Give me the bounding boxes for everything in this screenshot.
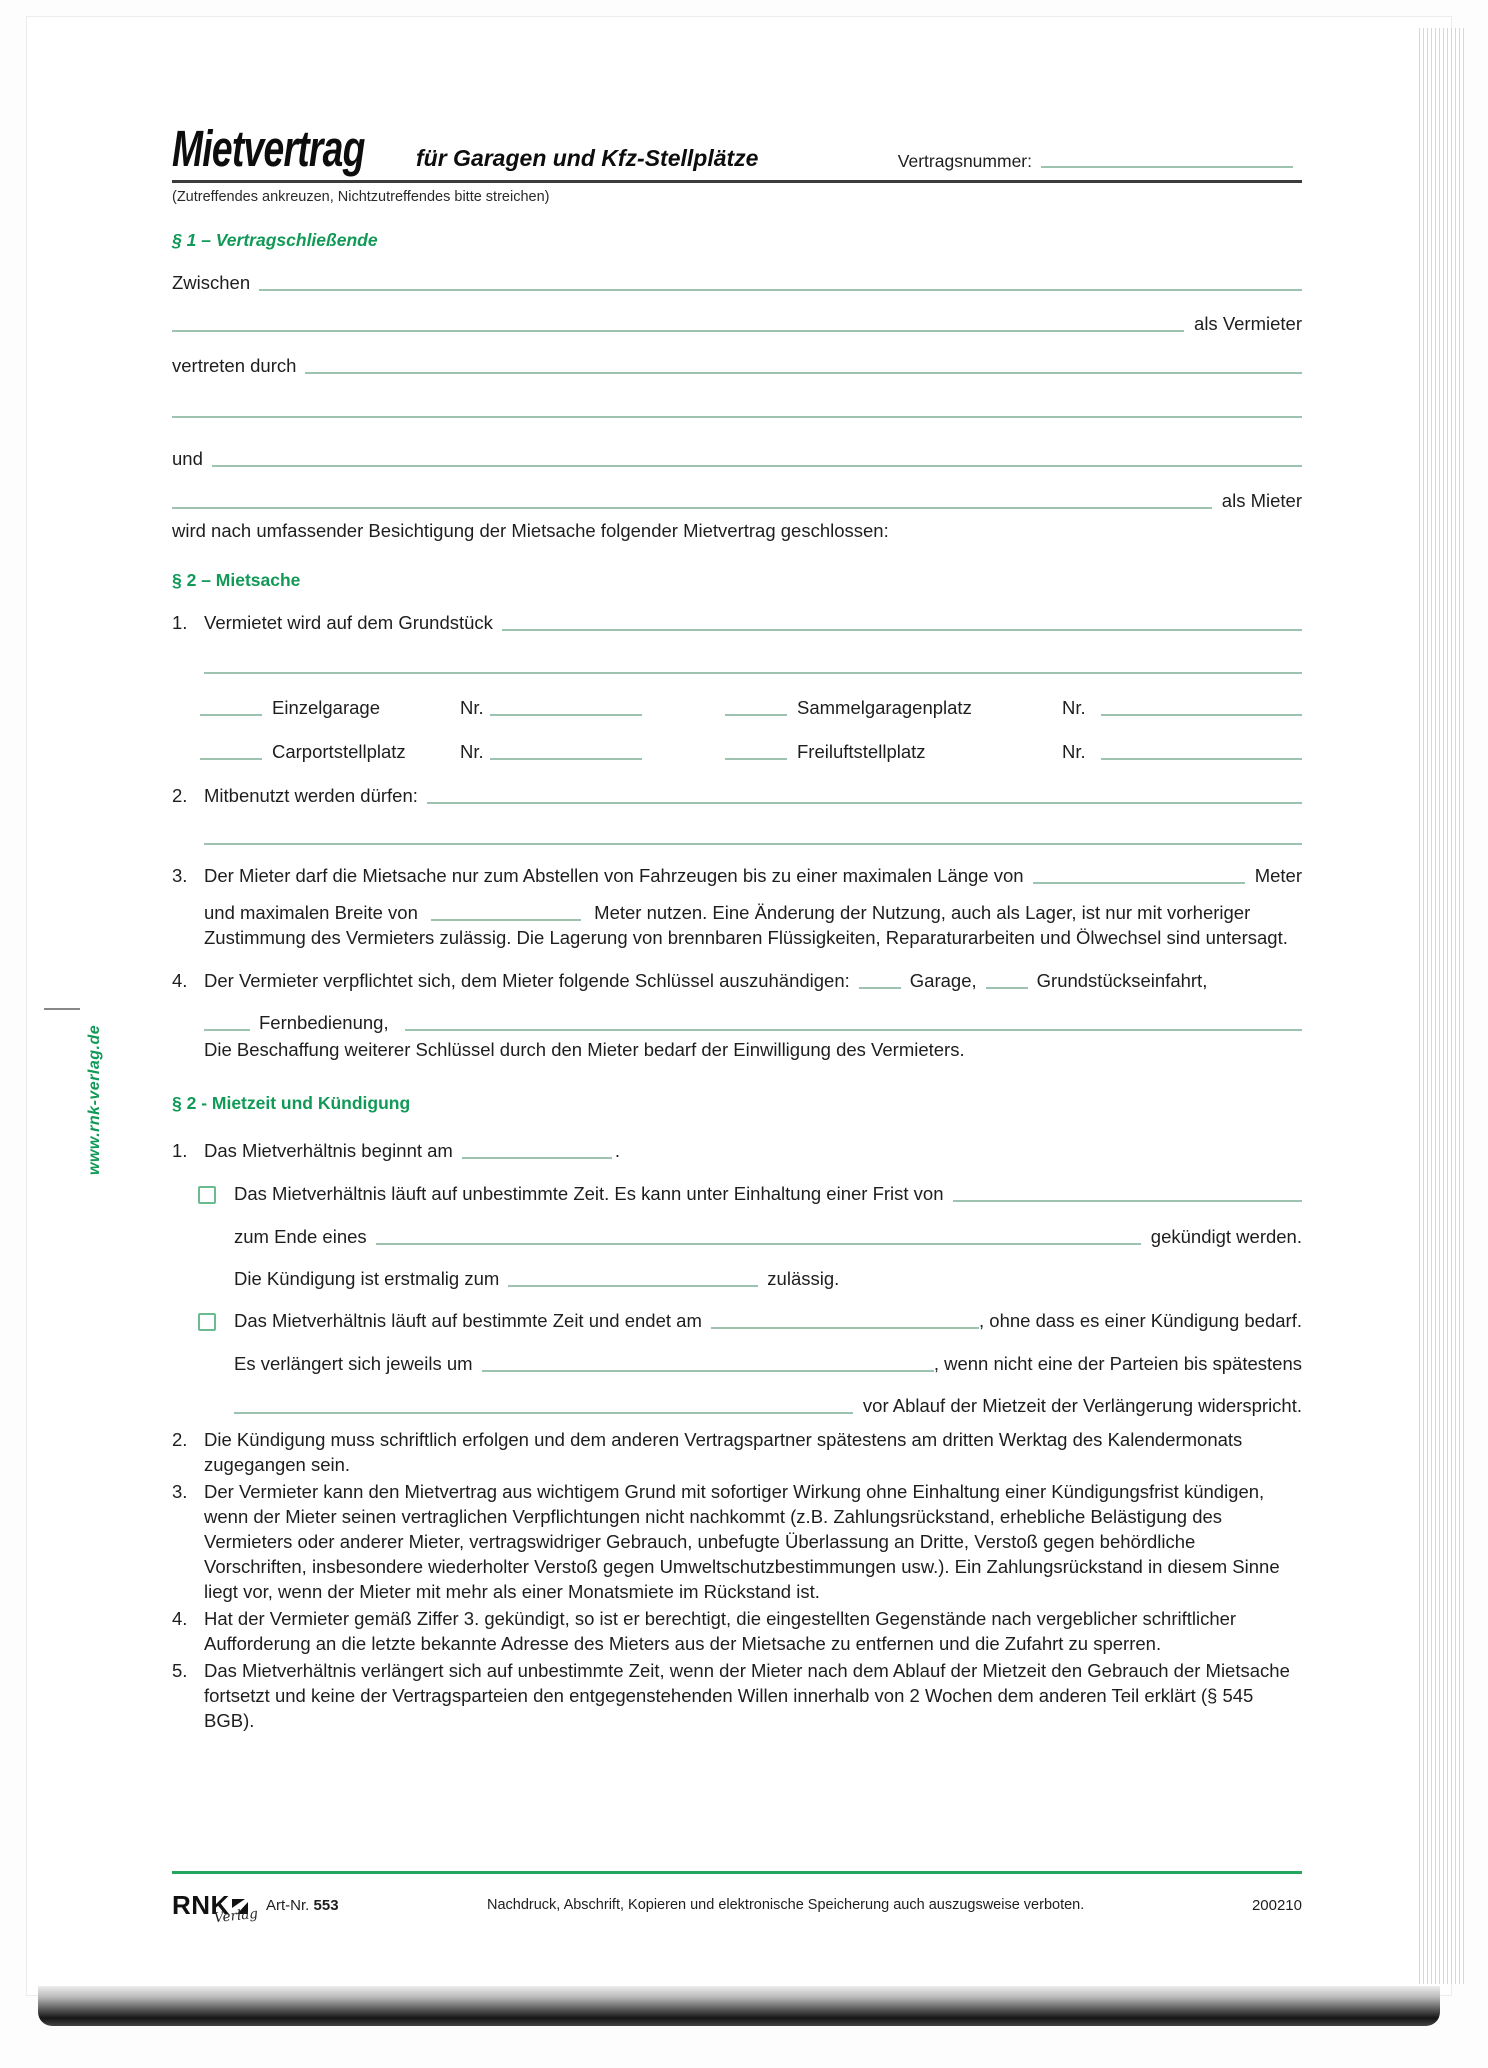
continuation-text: Das Mietverhältnis verlängert sich auf unbestimmte Zeit, wenn der Mieter nach dem Ablauf der Mietzeit den Gebrauch der Mietsache fortsetzt und keine der Vertragsparteien den entgegenstehenden Willen innerhalb von 2 Wochen dem anderen Teil erklärt (§ 545 BGB). bbox=[204, 1660, 1290, 1731]
instruction-note: (Zutreffendes ankreuzen, Nichtzutreffendes bitte streichen) bbox=[172, 189, 550, 205]
max-length-field[interactable] bbox=[1033, 882, 1245, 884]
representative-field[interactable] bbox=[305, 372, 1302, 374]
remote-label: Fernbedienung, bbox=[259, 1012, 389, 1033]
contract-number-group bbox=[898, 151, 1302, 172]
vehicle-width-post: Meter nutzen. Eine Änderung der Nutzung, auch als Lager, ist nur mit vorheriger Zustimmung des Vermieters zulässig. Die Lagerung von brennbaren Flüssigkeiten, Reparaturarbeiten und Ölwechsel sind untersagt. bbox=[204, 902, 1288, 948]
contract-number-field[interactable] bbox=[1041, 166, 1293, 168]
max-width-field[interactable] bbox=[431, 901, 581, 922]
garage-options-row-2 bbox=[200, 737, 1302, 764]
article-number-value: 553 bbox=[313, 1897, 339, 1914]
freiluft-mark-field[interactable] bbox=[725, 758, 787, 760]
represented-by-label: vertreten durch bbox=[172, 355, 297, 376]
shared-use-field-2[interactable] bbox=[204, 843, 1302, 845]
carport-nr-label: Nr. bbox=[460, 741, 484, 762]
tenant-row-2 bbox=[172, 486, 1302, 513]
keys-item bbox=[172, 966, 1302, 1062]
einzelgarage-nr-field[interactable] bbox=[490, 714, 642, 716]
fixed-term-post: , ohne dass es einer Kündigung bedarf. bbox=[979, 1310, 1302, 1331]
copyright-notice: Nachdruck, Abschrift, Kopieren und elektronische Speicherung auch auszugsweise verboten. bbox=[487, 1897, 1085, 1913]
objection-row bbox=[234, 1391, 1302, 1418]
vehicle-size-item bbox=[172, 861, 1302, 950]
tenant-suffix: als Mieter bbox=[1221, 490, 1302, 511]
carport-mark-field[interactable] bbox=[200, 758, 262, 760]
carport-label: Carportstellplatz bbox=[272, 741, 406, 762]
unlimited-term-row bbox=[172, 1179, 1302, 1206]
form-revision-code: 200210 bbox=[1251, 1897, 1302, 1914]
extraordinary-termination-text: Der Vermieter kann den Mietvertrag aus wichtigem Grund mit sofortiger Wirkung ohne Einhaltung einer Kündigungsfrist kündigen, wenn der Mieter seinen vertraglichen Verpflichtungen nicht nachkommt (z.B. Zahlungsrückstand, erhebliche Belästigung des Vermieters oder anderer Mieter, vertragswidriger Gebrauch, unbefugte Überlassung an Dritte, Verstoß gegen behördliche Vorschriften, insbesondere wiederholter Verstoß gegen Umweltschutzbestimmungen usw.). Ein Zahlungsrückstand in diesem Sinne liegt vor, wenn der Mieter mit mehr als einer Monatsmiete im Rückstand ist. bbox=[204, 1481, 1280, 1602]
termination-form-item bbox=[172, 1427, 1302, 1477]
removal-text: Hat der Vermieter gemäß Ziffer 3. gekündigt, so ist er berechtigt, die eingestellten Gegenstände nach vergeblicher schriftlicher Aufforderung an die letzte bekannte Adresse des Mieters aus der Mietsache zu entfernen und die Zufahrt zu sperren. bbox=[204, 1608, 1237, 1654]
footer bbox=[172, 1890, 1302, 1930]
item-number: 1. bbox=[172, 612, 188, 633]
shared-use-field-1[interactable] bbox=[427, 802, 1302, 804]
freiluft-label: Freiluftstellplatz bbox=[797, 741, 926, 762]
rented-property-label: Vermietet wird auf dem Grundstück bbox=[204, 612, 493, 633]
section2-heading: § 2 – Mietsache bbox=[172, 570, 301, 590]
garage-key-count-field[interactable] bbox=[859, 987, 901, 989]
tenant-address-field[interactable] bbox=[172, 507, 1212, 509]
gate-key-label: Grundstückseinfahrt, bbox=[1036, 970, 1208, 991]
rnk-verlag-script: Verlag bbox=[213, 1905, 259, 1927]
extension-period-field[interactable] bbox=[482, 1370, 934, 1372]
property-field-2[interactable] bbox=[204, 672, 1302, 674]
publisher-logo bbox=[172, 1890, 272, 1927]
start-date-label: Das Mietverhältnis beginnt am bbox=[204, 1140, 453, 1161]
section1-heading: § 1 – Vertragschließende bbox=[172, 230, 378, 250]
header bbox=[172, 116, 1302, 177]
item-number: 2. bbox=[172, 1429, 188, 1450]
between-label: Zwischen bbox=[172, 272, 251, 293]
item-number: 4. bbox=[172, 1608, 188, 1629]
term-end-post: gekündigt werden. bbox=[1150, 1226, 1302, 1247]
item-number: 2. bbox=[172, 785, 188, 806]
meter-label: Meter bbox=[1254, 865, 1302, 886]
term-end-row bbox=[234, 1222, 1302, 1249]
einzelgarage-mark-field[interactable] bbox=[200, 714, 262, 716]
first-termination-post: zulässig. bbox=[767, 1268, 840, 1289]
intro-close: wird nach umfassender Besichtigung der Mietsache folgender Mietvertrag geschlossen: bbox=[172, 520, 889, 541]
and-label: und bbox=[172, 448, 203, 469]
landlord-name-field[interactable] bbox=[259, 289, 1302, 291]
fixed-term-pre: Das Mietverhältnis läuft auf bestimmte Zeit und endet am bbox=[234, 1310, 702, 1331]
gate-key-count-field[interactable] bbox=[986, 987, 1028, 989]
continuation-item bbox=[172, 1658, 1302, 1733]
shared-use-label: Mitbenutzt werden dürfen: bbox=[204, 785, 418, 806]
end-date-field[interactable] bbox=[711, 1327, 979, 1329]
landlord-address-field[interactable] bbox=[172, 330, 1184, 332]
document-title: Mietvertrag bbox=[172, 120, 365, 177]
sammelgarage-label: Sammelgaragenplatz bbox=[797, 697, 972, 718]
item-number: 4. bbox=[172, 970, 188, 991]
start-date-field[interactable] bbox=[462, 1157, 612, 1159]
carport-nr-field[interactable] bbox=[490, 758, 642, 760]
form-content bbox=[172, 0, 1302, 1930]
shared-use-row bbox=[172, 781, 1302, 808]
other-keys-field[interactable] bbox=[405, 1029, 1302, 1031]
first-termination-row bbox=[234, 1264, 1302, 1291]
remote-count-field[interactable] bbox=[204, 1029, 250, 1031]
article-number-label: Art-Nr. bbox=[266, 1897, 310, 1914]
sammelgarage-nr-label: Nr. bbox=[1062, 697, 1086, 718]
freiluft-nr-field[interactable] bbox=[1101, 758, 1302, 760]
removal-item bbox=[172, 1606, 1302, 1656]
unlimited-term-text: Das Mietverhältnis läuft auf unbestimmte Zeit. Es kann unter Einhaltung einer Frist von bbox=[234, 1183, 944, 1204]
vehicle-width-pre: und maximalen Breite von bbox=[204, 902, 418, 923]
item-number: 5. bbox=[172, 1660, 188, 1681]
tenant-row-1 bbox=[172, 444, 1302, 471]
keys-row-1 bbox=[172, 966, 1302, 993]
tenant-name-field[interactable] bbox=[212, 465, 1302, 467]
representative-row-1 bbox=[172, 351, 1302, 378]
first-termination-date-field[interactable] bbox=[508, 1285, 758, 1287]
vehicle-width-paragraph bbox=[204, 900, 1302, 950]
footer-rule bbox=[172, 1871, 1302, 1874]
vehicle-length-row bbox=[172, 861, 1302, 888]
extension-pre: Es verlängert sich jeweils um bbox=[234, 1353, 473, 1374]
shared-use-row-2 bbox=[204, 822, 1302, 849]
landlord-row-2 bbox=[172, 309, 1302, 336]
publisher-website: www.rnk-verlag.de bbox=[86, 1024, 103, 1175]
contract-number-label: Vertragsnummer: bbox=[897, 151, 1032, 171]
item-number: 3. bbox=[172, 1481, 188, 1502]
additional-keys-note: Die Beschaffung weiterer Schlüssel durch den Mieter bedarf der Einwilligung des Vermieters. bbox=[204, 1039, 965, 1060]
article-number bbox=[266, 1897, 339, 1914]
einzelgarage-nr-label: Nr. bbox=[460, 697, 484, 718]
landlord-suffix: als Vermieter bbox=[1194, 313, 1302, 334]
notice-period-field[interactable] bbox=[953, 1200, 1302, 1202]
sammelgarage-nr-field[interactable] bbox=[1101, 714, 1302, 716]
fold-mark bbox=[44, 1008, 80, 1010]
keys-text: Der Vermieter verpflichtet sich, dem Mieter folgende Schlüssel auszuhändigen: bbox=[204, 970, 850, 991]
termination-form-text: Die Kündigung muss schriftlich erfolgen und dem anderen Vertragspartner spätestens am dritten Werktag des Kalendermonats zugegangen sein. bbox=[204, 1429, 1243, 1475]
representative-row-2 bbox=[172, 395, 1302, 422]
term-end-field[interactable] bbox=[376, 1243, 1141, 1245]
property-field-1[interactable] bbox=[502, 629, 1302, 631]
paper-stack-edge bbox=[1416, 28, 1464, 1984]
pad-bottom-shadow bbox=[38, 1986, 1440, 2026]
item-number: 1. bbox=[172, 1140, 188, 1161]
term-end-pre: zum Ende eines bbox=[234, 1226, 367, 1247]
first-termination-pre: Die Kündigung ist erstmalig zum bbox=[234, 1268, 500, 1289]
document-subtitle: für Garagen und Kfz-Stellplätze bbox=[416, 145, 759, 171]
garage-key-label: Garage, bbox=[909, 970, 977, 991]
rented-property-row bbox=[172, 608, 1302, 635]
extraordinary-termination-item bbox=[172, 1479, 1302, 1604]
start-date-row bbox=[172, 1136, 1302, 1163]
sammelgarage-mark-field[interactable] bbox=[725, 714, 787, 716]
vehicle-length-text: Der Mieter darf die Mietsache nur zum Abstellen von Fahrzeugen bis zu einer maximalen Länge von bbox=[204, 865, 1024, 886]
rnk-logo-text: RNK bbox=[172, 1890, 230, 1920]
extension-row bbox=[234, 1349, 1302, 1376]
fixed-term-checkbox[interactable] bbox=[198, 1313, 216, 1331]
unlimited-term-checkbox[interactable] bbox=[198, 1186, 216, 1204]
period-text: . bbox=[614, 1140, 620, 1161]
item-number: 3. bbox=[172, 865, 188, 886]
objection-deadline-field[interactable] bbox=[234, 1412, 853, 1414]
einzelgarage-label: Einzelgarage bbox=[272, 697, 380, 718]
freiluft-nr-label: Nr. bbox=[1062, 741, 1086, 762]
property-row-2 bbox=[204, 651, 1302, 678]
objection-text: vor Ablauf der Mietzeit der Verlängerung widerspricht. bbox=[862, 1395, 1302, 1416]
representative-address-field[interactable] bbox=[172, 416, 1302, 418]
keys-row-2 bbox=[204, 1008, 1302, 1035]
extension-post: , wenn nicht eine der Parteien bis spätestens bbox=[933, 1353, 1302, 1374]
garage-options-row-1 bbox=[200, 693, 1302, 720]
title-rule bbox=[172, 180, 1302, 183]
fixed-term-row bbox=[172, 1306, 1302, 1333]
section3-heading: § 2 - Mietzeit und Kündigung bbox=[172, 1093, 411, 1113]
landlord-row-1 bbox=[172, 268, 1302, 295]
